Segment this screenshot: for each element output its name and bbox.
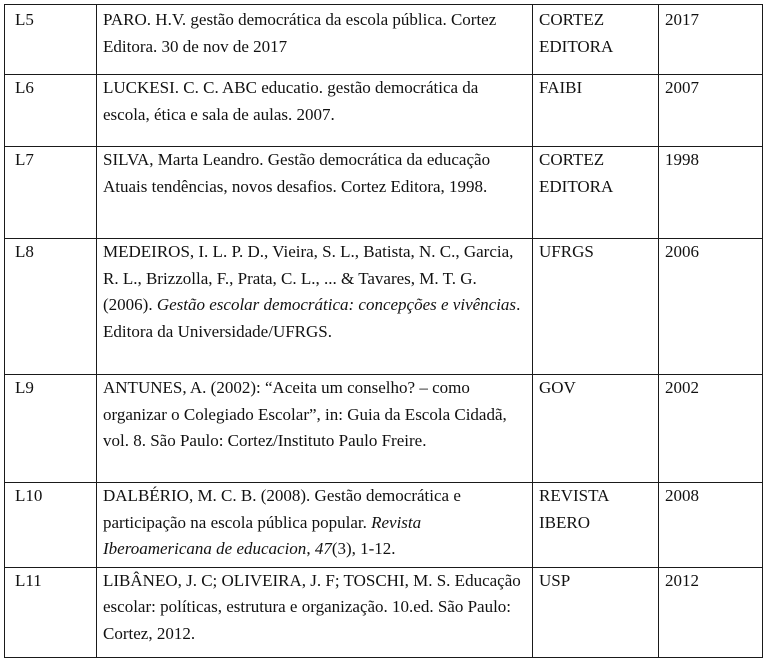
row-id: L11 <box>5 567 97 657</box>
year: 2002 <box>659 375 763 483</box>
reference-segment: (3), 1-12. <box>331 539 396 558</box>
reference-text <box>97 5 533 75</box>
table-row <box>5 5 763 75</box>
year: 2007 <box>659 75 763 147</box>
reference-italic-segment: Revista Iberoamericana de educacion <box>103 512 422 558</box>
references-table <box>4 4 763 658</box>
reference-segment: SILVA, Marta Leandro. Gestão democrática da educação Atuais tendências, novos desafios. Cortez Editora, 1998. <box>103 150 491 196</box>
publisher: USP <box>533 567 659 657</box>
reference-text <box>97 147 533 239</box>
reference-italic-segment: Gestão escolar democrática: concepções e vivências <box>156 295 517 314</box>
table-row <box>5 567 763 657</box>
table-row <box>5 483 763 568</box>
reference-segment: , <box>306 539 315 558</box>
reference-segment: DALBÉRIO, M. C. B. (2008). Gestão democrática e participação na escola pública popular. <box>103 486 461 532</box>
table-row <box>5 147 763 239</box>
row-id: L8 <box>5 239 97 375</box>
publisher: REVISTA IBERO <box>533 483 659 568</box>
publisher: CORTEZ EDITORA <box>533 5 659 75</box>
year: 2012 <box>659 567 763 657</box>
row-id: L9 <box>5 375 97 483</box>
year: 2008 <box>659 483 763 568</box>
reference-text <box>97 75 533 147</box>
year: 2017 <box>659 5 763 75</box>
reference-text <box>97 567 533 657</box>
reference-text <box>97 375 533 483</box>
reference-segment: MEDEIROS, I. L. P. D., Vieira, S. L., Batista, N. C., Garcia, R. L., Brizzolla, F., Prata, C. L., ... & Tavares, M. T. G. (2006). <box>103 242 514 314</box>
reference-segment: ANTUNES, A. (2002): “Aceita um conselho? – como organizar o Colegiado Escolar”, in: Guia da Escola Cidadã, vol. 8. São Paulo: Cortez/Instituto Paulo Freire. <box>103 378 507 450</box>
publisher: FAIBI <box>533 75 659 147</box>
row-id: L10 <box>5 483 97 568</box>
reference-text <box>97 239 533 375</box>
reference-segment: LUCKESI. C. C. ABC educatio. gestão democrática da escola, ética e sala de aulas. 2007. <box>103 78 479 124</box>
year: 1998 <box>659 147 763 239</box>
table-row <box>5 75 763 147</box>
reference-text <box>97 483 533 568</box>
reference-italic-segment: 47 <box>314 539 332 558</box>
table-row <box>5 375 763 483</box>
publisher: CORTEZ EDITORA <box>533 147 659 239</box>
references-table-body <box>5 5 763 658</box>
row-id: L6 <box>5 75 97 147</box>
row-id: L7 <box>5 147 97 239</box>
reference-segment: LIBÂNEO, J. C; OLIVEIRA, J. F; TOSCHI, M. S. Educação escolar: políticas, estrutura e organização. 10.ed. São Paulo: Cortez, 2012. <box>103 570 521 643</box>
reference-segment: . Editora da Universidade/UFRGS. <box>103 295 521 341</box>
publisher: UFRGS <box>533 239 659 375</box>
publisher: GOV <box>533 375 659 483</box>
table-row <box>5 239 763 375</box>
reference-segment: PARO. H.V. gestão democrática da escola pública. Cortez Editora. 30 de nov de 2017 <box>103 10 497 56</box>
row-id: L5 <box>5 5 97 75</box>
year: 2006 <box>659 239 763 375</box>
